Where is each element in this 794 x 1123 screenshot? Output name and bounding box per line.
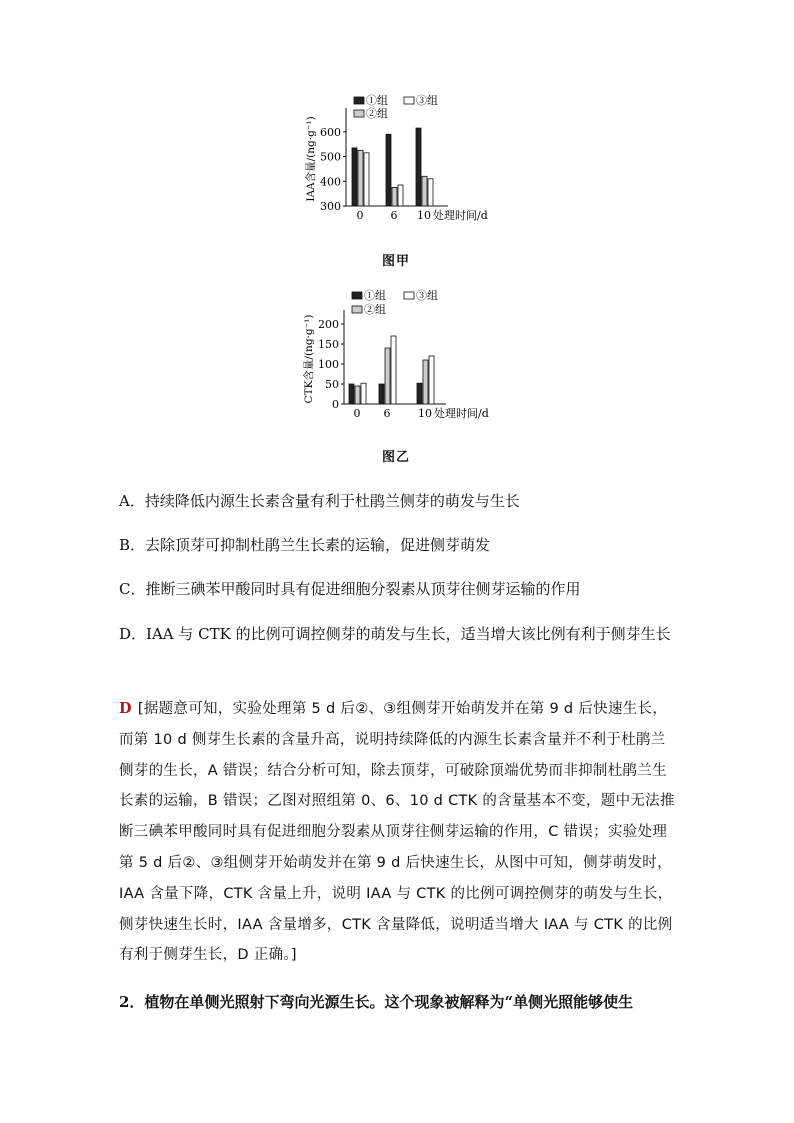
y-tick-label: 150: [318, 338, 339, 351]
legend-label: ③组: [416, 94, 438, 107]
bar-3-6: [391, 336, 396, 404]
y-axis-label: CTK含量/(ng·g⁻¹): [303, 314, 315, 404]
answer-explanation: [119, 694, 679, 971]
bar-2-0: [358, 150, 363, 206]
bar-1-6: [386, 134, 391, 206]
y-tick-label: 600: [320, 125, 341, 139]
bar-2-10: [423, 360, 428, 404]
bar-2-6: [385, 348, 390, 404]
chart-caption-jia: 图甲: [382, 254, 411, 269]
option-b: B．去除顶芽可抑制杜鹃兰生长素的运输，促进侧芽萌发: [119, 536, 491, 554]
bar-3-0: [361, 383, 366, 404]
option-c: C．推断三碘苯甲酸同时具有促进细胞分裂素从顶芽往侧芽运输的作用: [119, 580, 581, 598]
bar-1-0: [349, 384, 354, 404]
bar-2-0: [355, 386, 360, 404]
bar-1-6: [379, 384, 384, 404]
y-tick-label: 0: [332, 398, 339, 411]
option-d: D．IAA 与 CTK 的比例可调控侧芽的萌发与生长，适当增大该比例有利于侧芽生长: [119, 625, 671, 643]
x-tick-label: 0: [356, 209, 364, 222]
y-tick-label: 200: [318, 318, 339, 331]
legend-swatch: [352, 306, 362, 313]
bar-3-6: [398, 185, 403, 206]
x-tick-label: 0: [353, 407, 361, 420]
answer-text: [据题意可知，实验处理第 5 d 后②、③组侧芽开始萌发并在第 9 d 后快速生长，而第 10 d 侧芽生长素的含量升高，说明持续降低的内源生长素含量并不利于杜鹃兰侧芽的生长，A 错误；结合分析可知，除去顶芽，可破除顶端优势而非抑制杜鹃兰生长素的运输，B 错误；乙图对照组第 0、6、10 d CTK 的含量基本不变，题中无法推断三碘苯甲酸同时具有促进细胞分裂素从顶芽往侧芽运输的作用，C 错误；实验处理第 5 d 后②、③组侧芽开始萌发并在第 9 d 后快速生长，从图中可知，侧芽萌发时，IAA 含量下降，CTK 含量上升，说明 IAA 与 CTK 的比例可调控侧芽的萌发与生长，侧芽快速生长时，IAA 含量增多，CTK 含量降低，说明适当增大 IAA 与 CTK 的比例有利于侧芽生长，D 正确。]: [119, 701, 675, 964]
legend-label: ①组: [364, 289, 386, 302]
y-axis-label: IAA含量/(ng·g⁻¹): [305, 116, 317, 202]
x-tick-label: 6: [383, 407, 391, 420]
legend-swatch: [404, 97, 414, 104]
bar-2-6: [392, 187, 397, 206]
bar-2-10: [422, 176, 427, 206]
bar-3-10: [428, 179, 433, 206]
y-tick-label: 50: [325, 378, 339, 391]
bar-1-0: [352, 148, 357, 206]
bar-1-10: [417, 383, 422, 404]
legend-swatch: [404, 292, 414, 299]
y-tick-label: 500: [320, 150, 341, 164]
legend-label: ②组: [364, 303, 386, 316]
x-tick-label: 10: [418, 407, 432, 420]
legend-label: ③组: [416, 289, 438, 302]
x-tick-label: 10: [417, 209, 431, 222]
bar-3-0: [364, 153, 369, 206]
legend-label: ①组: [366, 94, 388, 107]
y-tick-label: 100: [318, 358, 339, 371]
y-tick-label: 400: [320, 175, 341, 189]
next-question: 2．植物在单侧光照射下弯向光源生长。这个现象被解释为“单侧光照能够使生: [119, 993, 634, 1011]
bar-3-10: [429, 356, 434, 404]
legend-swatch: [354, 97, 364, 104]
answer-key: D: [119, 700, 132, 717]
chart-caption-yi: 图乙: [382, 450, 411, 465]
legend-label: ②组: [366, 107, 388, 120]
option-a: A．持续降低内源生长素含量有利于杜鹃兰侧芽的萌发与生长: [119, 492, 520, 510]
x-axis-label: 处理时间/d: [434, 407, 489, 420]
x-tick-label: 6: [390, 209, 398, 222]
x-axis-label: 处理时间/d: [433, 209, 488, 222]
legend-swatch: [352, 292, 362, 299]
legend-swatch: [354, 110, 364, 117]
bar-1-10: [416, 128, 421, 206]
y-tick-label: 300: [320, 200, 341, 213]
